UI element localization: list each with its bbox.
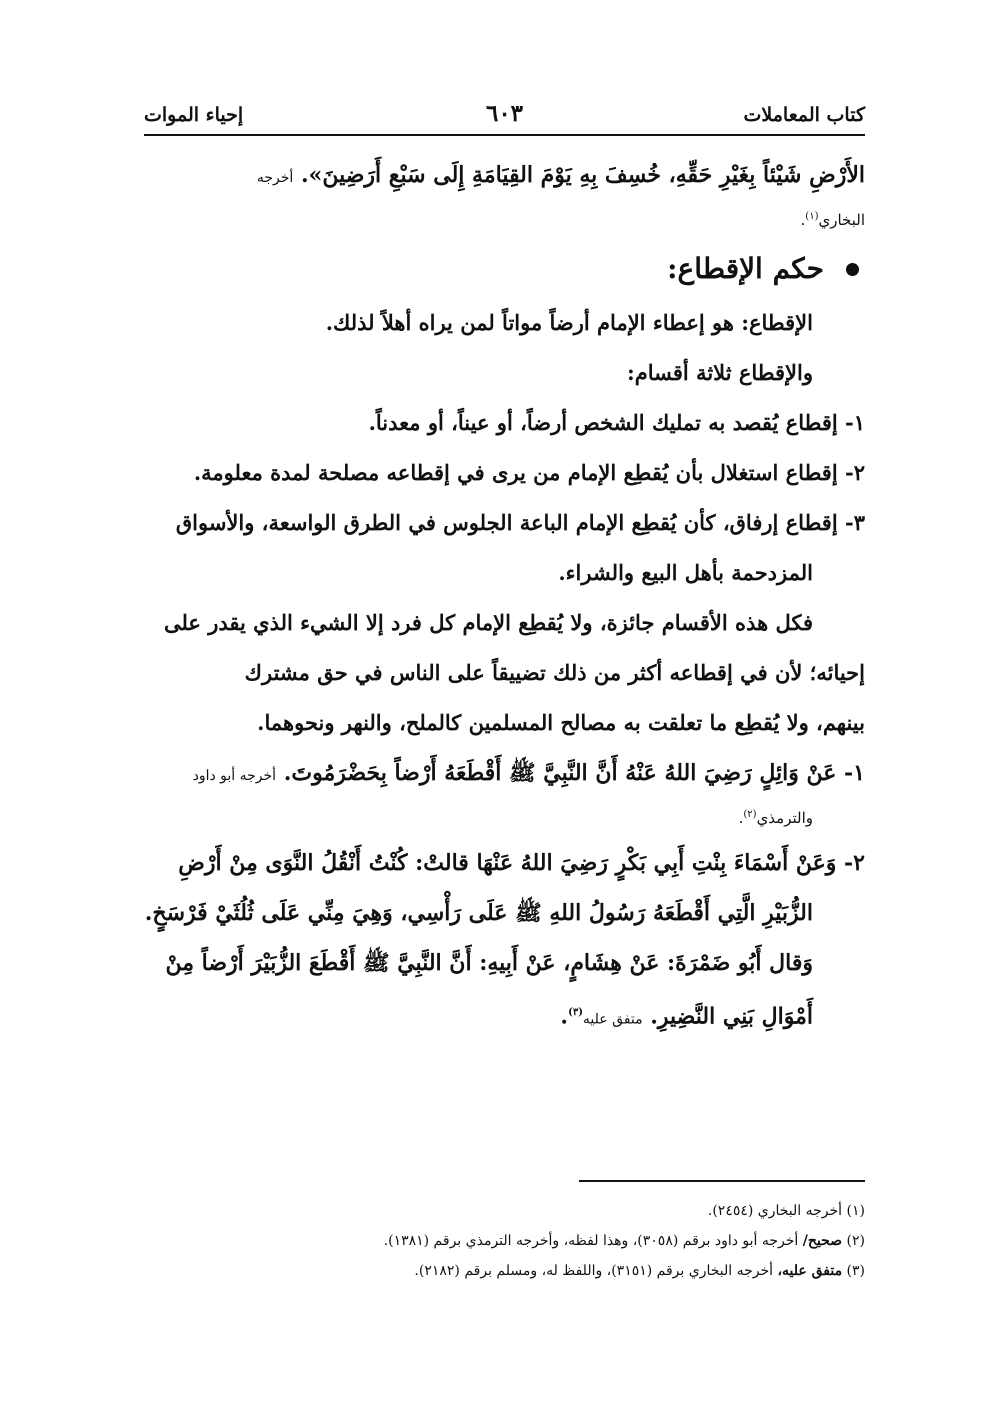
- hadith-1-source: والترمذي$^{(٢)}$.: [738, 809, 813, 827]
- definition-line: [144, 298, 865, 348]
- intro-source: البخاري$^{(١)}$.: [800, 211, 865, 229]
- page-body: [144, 150, 865, 1044]
- running-head-chapter: إحياء الموات: [144, 104, 244, 126]
- intro-source-name: البخاري: [818, 211, 865, 229]
- footnote-2-text: أخرجه أبو داود برقم (٣٠٥٨)، وهذا لفظه، وأخرجه الترمذي برقم (١٣٨١).: [383, 1233, 799, 1249]
- footnote-3-text: أخرجه البخاري برقم (٣١٥١)، واللفظ له، ومسلم برقم (٢١٨٢).: [414, 1263, 774, 1279]
- type-item-2: ٢- إقطاع استغلال بأن يُقطِع الإمام من يرى في إقطاعه مصلحة لمدة معلومة.: [193, 460, 865, 485]
- intro-hadith-text: الأَرْضِ شَيْئاً بِغَيْرِ حَقِّهِ، خُسِفَ بِهِ يَوْمَ القِيَامَةِ إِلَى سَبْعِ أَرَضِينَ».: [300, 162, 865, 188]
- definition-term: الإقطاع:: [741, 310, 813, 335]
- intro-hadith: [144, 150, 865, 203]
- hadith-2-line-4: أَمْوَالِ بَنِي النَّضِيرِ. متفق عليه$^{(٣)}$.: [560, 1003, 813, 1030]
- footnote-3-num: (٣): [846, 1263, 865, 1279]
- ruling-line-3: بينهم، ولا يُقطِع ما تعلقت به مصالح المسلمين كالملح، والنهر ونحوهما.: [257, 710, 865, 735]
- type-item-1: ١- إقطاع يُقصد به تمليك الشخص أرضاً، أو عيناً، أو معدناً.: [368, 410, 865, 435]
- footnote-2: [144, 1226, 865, 1256]
- type-item-3: ٣- إقطاع إرفاق، كأن يُقطِع الإمام الباعة الجلوس في الطرق الواسعة، والأسواق: [175, 510, 865, 535]
- footnote-rule: [579, 1180, 865, 1182]
- header-rule: [144, 134, 865, 136]
- hadith-2-source-label: متفق عليه: [582, 1011, 643, 1028]
- hadith-2-line-3: وَقال أَبُو ضَمْرَةَ: عَنْ هِشَامٍ، عَنْ أَبِيهِ: أَنَّ النَّبِيَّ ﷺ أَقْطَعَ الزُّبَيْرَ أَرْضاً مِنْ: [165, 950, 813, 976]
- footnote-1: [144, 1196, 865, 1226]
- definition-text: هو إعطاء الإمام أرضاً مواتاً لمن يراه أهلاً لذلك.: [325, 310, 734, 335]
- footnote-ref-2: (٢): [743, 809, 757, 820]
- hadith-1-source-cont: والترمذي: [756, 809, 813, 827]
- section-heading-text: حكم الإقطاع:: [667, 252, 824, 285]
- types-intro: والإقطاع ثلاثة أقسام:: [626, 360, 813, 385]
- hadith-1-source-label: أخرجه أبو داود: [192, 768, 277, 784]
- hadith-2-line-1: ٢- وَعَنْ أَسْمَاءَ بِنْتِ أَبِي بَكْرٍ رَضِيَ اللهُ عَنْهَا قالتْ: كُنْتُ أَنْقُلُ النَّوَى مِنْ أَرْضِ: [178, 850, 865, 876]
- type-item-3-cont: المزدحمة بأهل البيع والشراء.: [558, 560, 813, 585]
- bullet-icon: [846, 263, 859, 276]
- footnote-3-grade: متفق عليه،: [777, 1263, 843, 1279]
- page-number: ٦٠٣: [485, 100, 524, 127]
- footnote-1-text: أخرجه البخاري (٢٤٥٤).: [707, 1203, 843, 1219]
- hadith-1-text: ١- عَنْ وَائِلٍ رَضِيَ اللهُ عَنْهُ أَنَّ النَّبِيَّ ﷺ أَقْطَعَهُ أَرْضاً بِحَضْرَمُوتَ.: [283, 760, 865, 786]
- footnote-2-num: (٢): [846, 1233, 865, 1249]
- hadith-2-line-2: الزُّبَيْرِ الَّتِي أَقْطَعَهُ رَسُولُ اللهِ ﷺ عَلَى رَأْسِي، وَهِيَ مِنِّي عَلَى ثُلُثَيْ فَرْسَخٍ.: [144, 900, 813, 926]
- footnote-2-grade: صحيح/: [802, 1233, 843, 1249]
- footnote-1-num: (١): [846, 1203, 865, 1219]
- hadith-1: [144, 748, 865, 801]
- footnote-ref-1: (١): [805, 211, 819, 222]
- footnotes: [144, 1196, 865, 1286]
- ruling-line-1: فكل هذه الأقسام جائزة، ولا يُقطِع الإمام كل فرد إلا الشيء الذي يقدر على: [163, 610, 813, 635]
- footnote-3: [144, 1256, 865, 1286]
- intro-source-label: أخرجه: [256, 170, 294, 186]
- section-heading: [144, 240, 865, 298]
- hadith-2-line-4-text: أَمْوَالِ بَنِي النَّضِيرِ.: [650, 1003, 813, 1030]
- footnote-ref-3: (٣): [568, 1007, 583, 1018]
- ruling-line-2: إحيائه؛ لأن في إقطاعه أكثر من ذلك تضييقاً على الناس في حق مشترك: [244, 660, 865, 685]
- running-head-book: كتاب المعاملات: [743, 104, 865, 126]
